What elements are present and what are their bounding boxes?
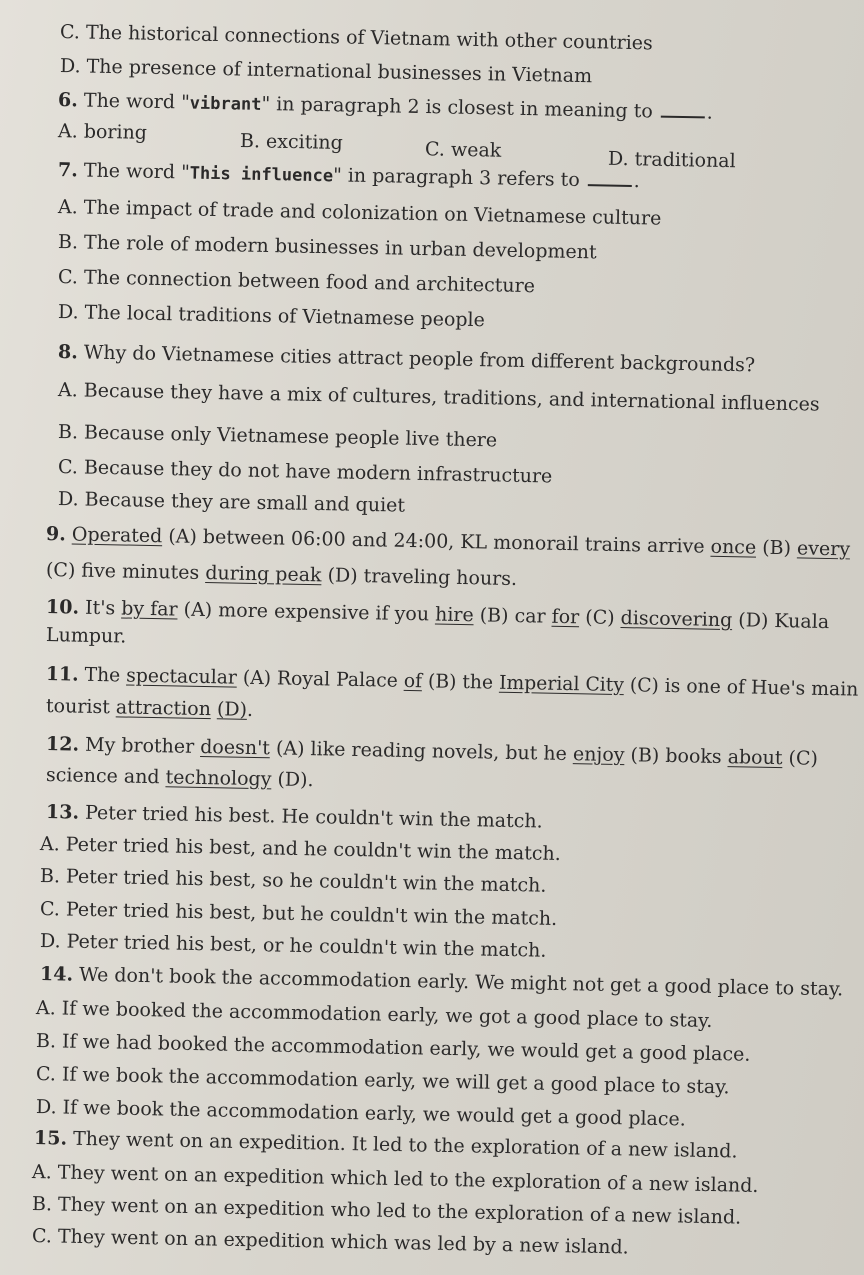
q10-number: 10. [45, 596, 80, 619]
q13-option-a: A. Peter tried his best, and he couldn't win the match. [39, 833, 561, 865]
q15-stem [34, 1126, 738, 1164]
q14-stem-text: We don't book the accommodation early. We might not get a good place to stay. [78, 963, 844, 1001]
q5-option-d: D. The presence of international businesses in Vietnam [59, 55, 593, 88]
q6-keyword: vibrant [189, 93, 262, 115]
q12-number: 12. [45, 733, 80, 756]
q10-line-1 [46, 595, 830, 634]
q15-option-c: C. They went on an expedition which was led by a new island. [31, 1225, 629, 1259]
q11-underlined-e: (D) [216, 698, 248, 721]
q15-stem-text: They went on an expedition. It led to the exploration of a new island. [72, 1127, 738, 1163]
q14-stem [40, 962, 844, 1001]
q11-text-4: tourist [45, 695, 117, 719]
q11-text-3: (C) is one of Hue's main [623, 674, 859, 701]
q11-text-6: . [246, 698, 254, 721]
q9-underlined-d: during peak [205, 562, 322, 587]
q6-option-b: B. exciting [239, 130, 344, 154]
q14-option-c: C. If we book the accommodation early, we will get a good place to stay. [35, 1063, 730, 1099]
q11-text-0: The [84, 663, 127, 687]
q11-number: 11. [45, 663, 79, 686]
q14-option-b: B. If we had booked the accommodation early, we would get a good place. [35, 1030, 751, 1066]
q12-underlined-d: technology [165, 766, 272, 791]
q10-text-1: (A) more expensive if you [177, 598, 436, 626]
q13-option-d: D. Peter tried his best, or he couldn't win the match. [39, 930, 547, 962]
q14-option-a: A. If we booked the accommodation early, we got a good place to stay. [35, 997, 713, 1032]
q9-text-4: (D) traveling hours. [321, 564, 518, 591]
q6-stem-b: " in paragraph 2 is closest in meaning to [261, 92, 653, 123]
q9-underlined-c: every [796, 537, 851, 561]
q7-keyword: This influence [189, 163, 334, 187]
q7-option-d: D. The local traditions of Vietnamese people [57, 301, 486, 332]
q9-text-1: (A) between 06:00 and 24:00, KL monorail trains arrive [162, 525, 711, 558]
q11-text-2: (B) the [421, 670, 500, 694]
q11-text-1: (A) Royal Palace [236, 666, 405, 692]
q9-line-2 [46, 558, 518, 591]
q12-line-2 [46, 763, 314, 792]
q14-option-d: D. If we book the accommodation early, we would get a good place. [35, 1096, 687, 1131]
q12-underlined-b: enjoy [572, 743, 625, 767]
q10-underlined-a: by far [121, 597, 178, 621]
q10-line-2: Lumpur. [45, 624, 127, 648]
q7-option-a: A. The impact of trade and colonization on Vietnamese culture [57, 196, 662, 230]
q13-stem [46, 800, 543, 834]
q12-text-1: (A) like reading novels, but he [269, 737, 574, 766]
q8-option-b: B. Because only Vietnamese people live there [57, 421, 498, 452]
q11-underlined-d: attraction [115, 696, 212, 721]
q9-text-2: (B) [755, 536, 798, 560]
q8-option-a: A. Because they have a mix of cultures, traditions, and international influences [57, 379, 820, 416]
q10-text-2: (B) car [473, 604, 552, 628]
q7-option-c: C. The connection between food and architecture [57, 266, 536, 298]
q7-number: 7. [57, 159, 79, 182]
q6-option-d: D. traditional [607, 147, 736, 173]
q12-text-3: (C) [782, 747, 819, 770]
q9-underlined-a: Operated [71, 523, 163, 548]
q12-text-2: (B) books [624, 744, 728, 769]
q9-underlined-b: once [710, 535, 757, 559]
q11-underlined-c: Imperial City [498, 671, 625, 697]
q5-option-c: C. The historical connections of Vietnam with other countries [59, 21, 653, 55]
q7-stem-a: The word " [83, 159, 191, 184]
q12-text-0: My brother [84, 733, 201, 758]
q6-option-a: A. boring [57, 120, 148, 144]
q6-end: . [706, 101, 714, 124]
q12-underlined-a: doesn't [200, 735, 271, 760]
q13-option-b: B. Peter tried his best, so he couldn't win the match. [39, 865, 547, 897]
q6-stem-a: The word " [83, 89, 191, 114]
q15-number: 15. [33, 1127, 68, 1150]
q7-end: . [633, 170, 641, 193]
q15-option-b: B. They went on an expedition who led to the exploration of a new island. [31, 1193, 742, 1229]
q7-stem [58, 158, 640, 194]
q11-line-2 [46, 694, 254, 722]
q12-text-4: science and [45, 764, 166, 789]
q6-stem [58, 88, 713, 126]
q10-underlined-d: discovering [620, 607, 733, 632]
q9-number: 9. [45, 523, 67, 546]
q8-option-d: D. Because they are small and quiet [57, 488, 406, 517]
q13-number: 13. [45, 801, 80, 824]
q8-stem-text: Why do Vietnamese cities attract people from different backgrounds? [83, 341, 756, 377]
q10-underlined-b: hire [434, 603, 474, 627]
q7-answer-blank [588, 168, 632, 187]
q6-option-c: C. weak [424, 138, 502, 162]
q12-text-5: (D). [271, 768, 314, 792]
q13-stem-text: Peter tried his best. He couldn't win the match. [84, 801, 543, 833]
q12-underlined-c: about [727, 746, 783, 770]
q9-text-3: (C) five minutes [45, 559, 206, 585]
q7-option-b: B. The role of modern businesses in urban development [57, 231, 597, 264]
q6-number: 6. [57, 89, 79, 112]
q7-stem-b: " in paragraph 3 refers to [332, 164, 580, 192]
q11-underlined-b: of [403, 669, 423, 693]
q13-option-c: C. Peter tried his best, but he couldn't win the match. [39, 898, 558, 930]
q9-line-1 [46, 522, 851, 561]
q8-option-c: C. Because they do not have modern infrastructure [57, 456, 553, 488]
q11-underlined-a: spectacular [126, 664, 238, 689]
q8-number: 8. [57, 341, 79, 364]
q10-text-4: (D) Kuala [732, 609, 830, 634]
q8-stem [58, 340, 756, 377]
q6-answer-blank [661, 100, 705, 119]
q10-underlined-c: for [551, 605, 580, 629]
q10-text-0: It's [84, 596, 122, 620]
q10-text-3: (C) [579, 606, 621, 630]
q15-option-a: A. They went on an expedition which led to the exploration of a new island. [31, 1161, 759, 1197]
q14-number: 14. [39, 963, 74, 986]
